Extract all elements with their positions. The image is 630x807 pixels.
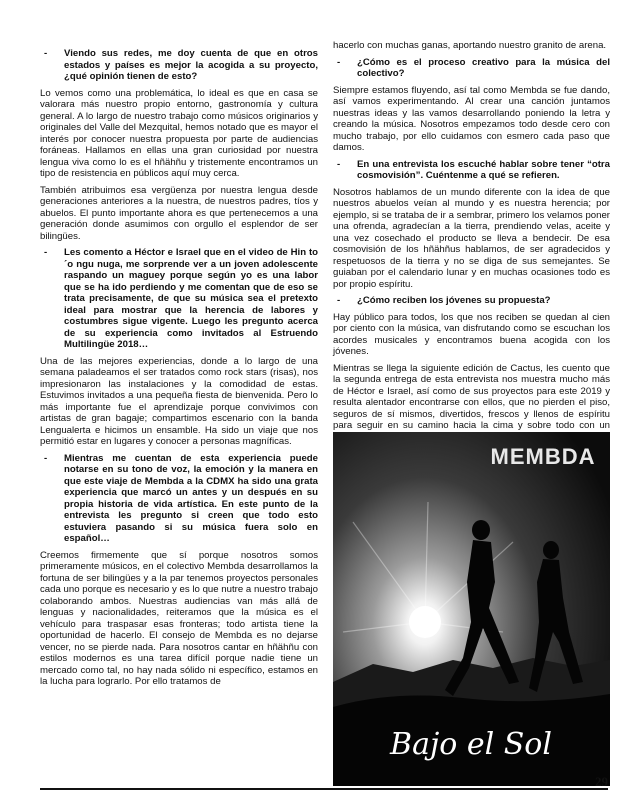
question-text: Viendo sus redes, me doy cuenta de que en otros estados y países es mejor la acogida a su proyecto, ¿qué opinión tienen de esto?: [64, 48, 318, 82]
question-6: [333, 295, 610, 307]
bullet-dash: -: [337, 295, 341, 306]
question-text: En una entrevista los escuché hablar sobre tener “otra cosmovisión”. Cuéntenme a qué se refieren.: [357, 158, 610, 181]
bullet-dash: -: [44, 48, 48, 59]
left-column: [40, 48, 318, 783]
answer-paragraph: Siempre estamos fluyendo, así tal como Membda se fue dando, así vamos experimentando. Al crear una canción juntamos nuestras ideas y las vamos desarrollando poniendo la letra y creando la música. Nosotros empezamos todo desde cero con mucho trabajo, por ello cuidamos con esmero cada paso que damos.: [333, 84, 610, 153]
question-4: [333, 57, 610, 80]
answer-paragraph: Nosotros hablamos de un mundo diferente con la idea de que nuestros abuelos veían al mundo y es nuestra herencia; por ejemplo, si se trataba de ir a sembrar, primero los velamos poner una ofrenda, agradecían a la tierra, prendiendo velas, aceite y una vez cosechado el producto se lleva a bendecir. De esa cosmovisión de los hñähñus hablamos, de ser agradecidos y respetuosos de la tierra y no se diga de sus semejantes. Se guiaban por el calendario lunar y en muchas ocasiones todo es por propio espíritu.: [333, 186, 610, 290]
answer-paragraph: También atribuimos esa vergüenza por nuestra lengua desde generaciones anteriores a la nuestra, de nuestros padres, tíos y abuelos. El punto importante ahora es que pertenecemos a una generación donde asumimos con orgullo el esplendor de ser bilingües.: [40, 184, 318, 242]
question-text: ¿Cómo es el proceso creativo para la música del colectivo?: [357, 56, 610, 79]
page-number: 29: [595, 774, 608, 789]
bullet-dash: -: [337, 158, 341, 170]
question-text: ¿Cómo reciben los jóvenes su propuesta?: [357, 295, 551, 306]
right-column: [333, 40, 610, 431]
answer-paragraph: Mientras se llega la siguiente edición de Cactus, les cuento que la segunda entrega de esta entrevista nos muestra mucho más de Héctor e Israel, así como de sus proyectos para este 2019 y resulta alentador encontrarse con ellos, que no pierden el piso, seguros de sí mismos, divertidos, frescos y llenos de espíritu para seguir en su camino hacia la cima y sobre todo con un: [333, 362, 610, 431]
bullet-dash: -: [337, 56, 341, 68]
answer-paragraph: hacerlo con muchas ganas, aportando nuestro granito de arena.: [333, 40, 607, 51]
answer-paragraph: Lo vemos como una problemática, lo ideal es que en casa se valorara más nuestro propio entorno, gastronomía y cultura general. A lo largo de nuestro trabajo como músicos originarios y originales del Valle del Mezquital, hemos notado que es mayor el interés por conocer nuestra propuesta por parte de audiencias foráneas. Hallamos en ellas una gran curiosidad por nuestra lengua viva como lo es el hñähñu y tristemente encontramos un tipo de resistencia en públicos aquí muy cerca.: [40, 87, 318, 179]
question-5: [333, 159, 610, 182]
question-1: [40, 48, 318, 83]
footer-rule: [40, 788, 608, 790]
bullet-dash: -: [44, 247, 48, 258]
silhouette-photo: [333, 432, 610, 786]
question-text: Mientras me cuentan de esta experiencia puede notarse en su tono de voz, la emoción y la manera en que este viaje de Membda a la CDMX ha sido una grata experiencia que marcó un antes y un después en su propia historia de vida artística. En este punto de la entrevista les pregunto si creen que todo esto estuviera pasando si su música fuera solo en español…: [64, 452, 318, 544]
question-2: [40, 247, 318, 351]
question-text: Les comento a Héctor e Israel que en el video de Hin to´o ngu nuga, me sorprende ver a un joven adolescente raspando un maguey porque según yo es una labor que se ha ido perdiendo y me comentan que de eso se trata precisamente, de que su música sea el pretexto ideal para mostrar que la herencia de labores y costumbres sigue vigente. Luego les pregunto acerca de su experiencia como invitados al Estruendo Multilingüe 2018…: [64, 247, 318, 350]
band-photo: [333, 432, 610, 786]
answer-paragraph: Una de las mejores experiencias, donde a lo largo de una semana paladeamos el ser tratados como rock stars (risas), nos impresionaron las instalaciones y la comodidad de estas. Estuvimos invitados a una pequeña fiesta de bienvenida. Pero lo más importante fue el aprendizaje porque convivimos con artistas de gran bagaje; compartimos escenario con la banda Lengualerta e hicimos un ensamble. Ha sido un viaje que nos permitió estar en lugares y conocer a personas magníficas.: [40, 355, 318, 447]
band-logo: MEMBDA: [490, 444, 596, 469]
photo-caption: Bajo el Sol: [390, 727, 552, 762]
answer-paragraph: Creemos firmemente que sí porque nosotros somos primeramente músicos, en el colectivo Membda desarrollamos la fortuna de ser bilingües y a la par tenemos proyectos personales cada uno porque es necesario y es lo que nutre a nuestro trabajo colaborando ambos. Nuestras audiencias van más allá de lenguas y nacionalidades, reiteramos que la música es el vehículo para traspasar esas fronteras; todo artista tiene la oportunidad de hacerlo. El consejo de Membda es no dejarse vencer, no se pierde nada. Para nosotros cantar en hñähñu con estilos modernos es una tarea difícil porque nadie tiene un mercado como tal, no hay nada sólido ni específico, estamos en la lucha para lograrlo. Por ello tratamos de: [40, 549, 318, 687]
answer-paragraph: Hay público para todos, los que nos reciben se quedan al cien por ciento con la música, van disfrutando como se escuchan los acordes musicales y encontramos buena acogida con los jóvenes.: [333, 311, 610, 357]
bullet-dash: -: [44, 452, 48, 464]
question-3: [40, 453, 318, 545]
